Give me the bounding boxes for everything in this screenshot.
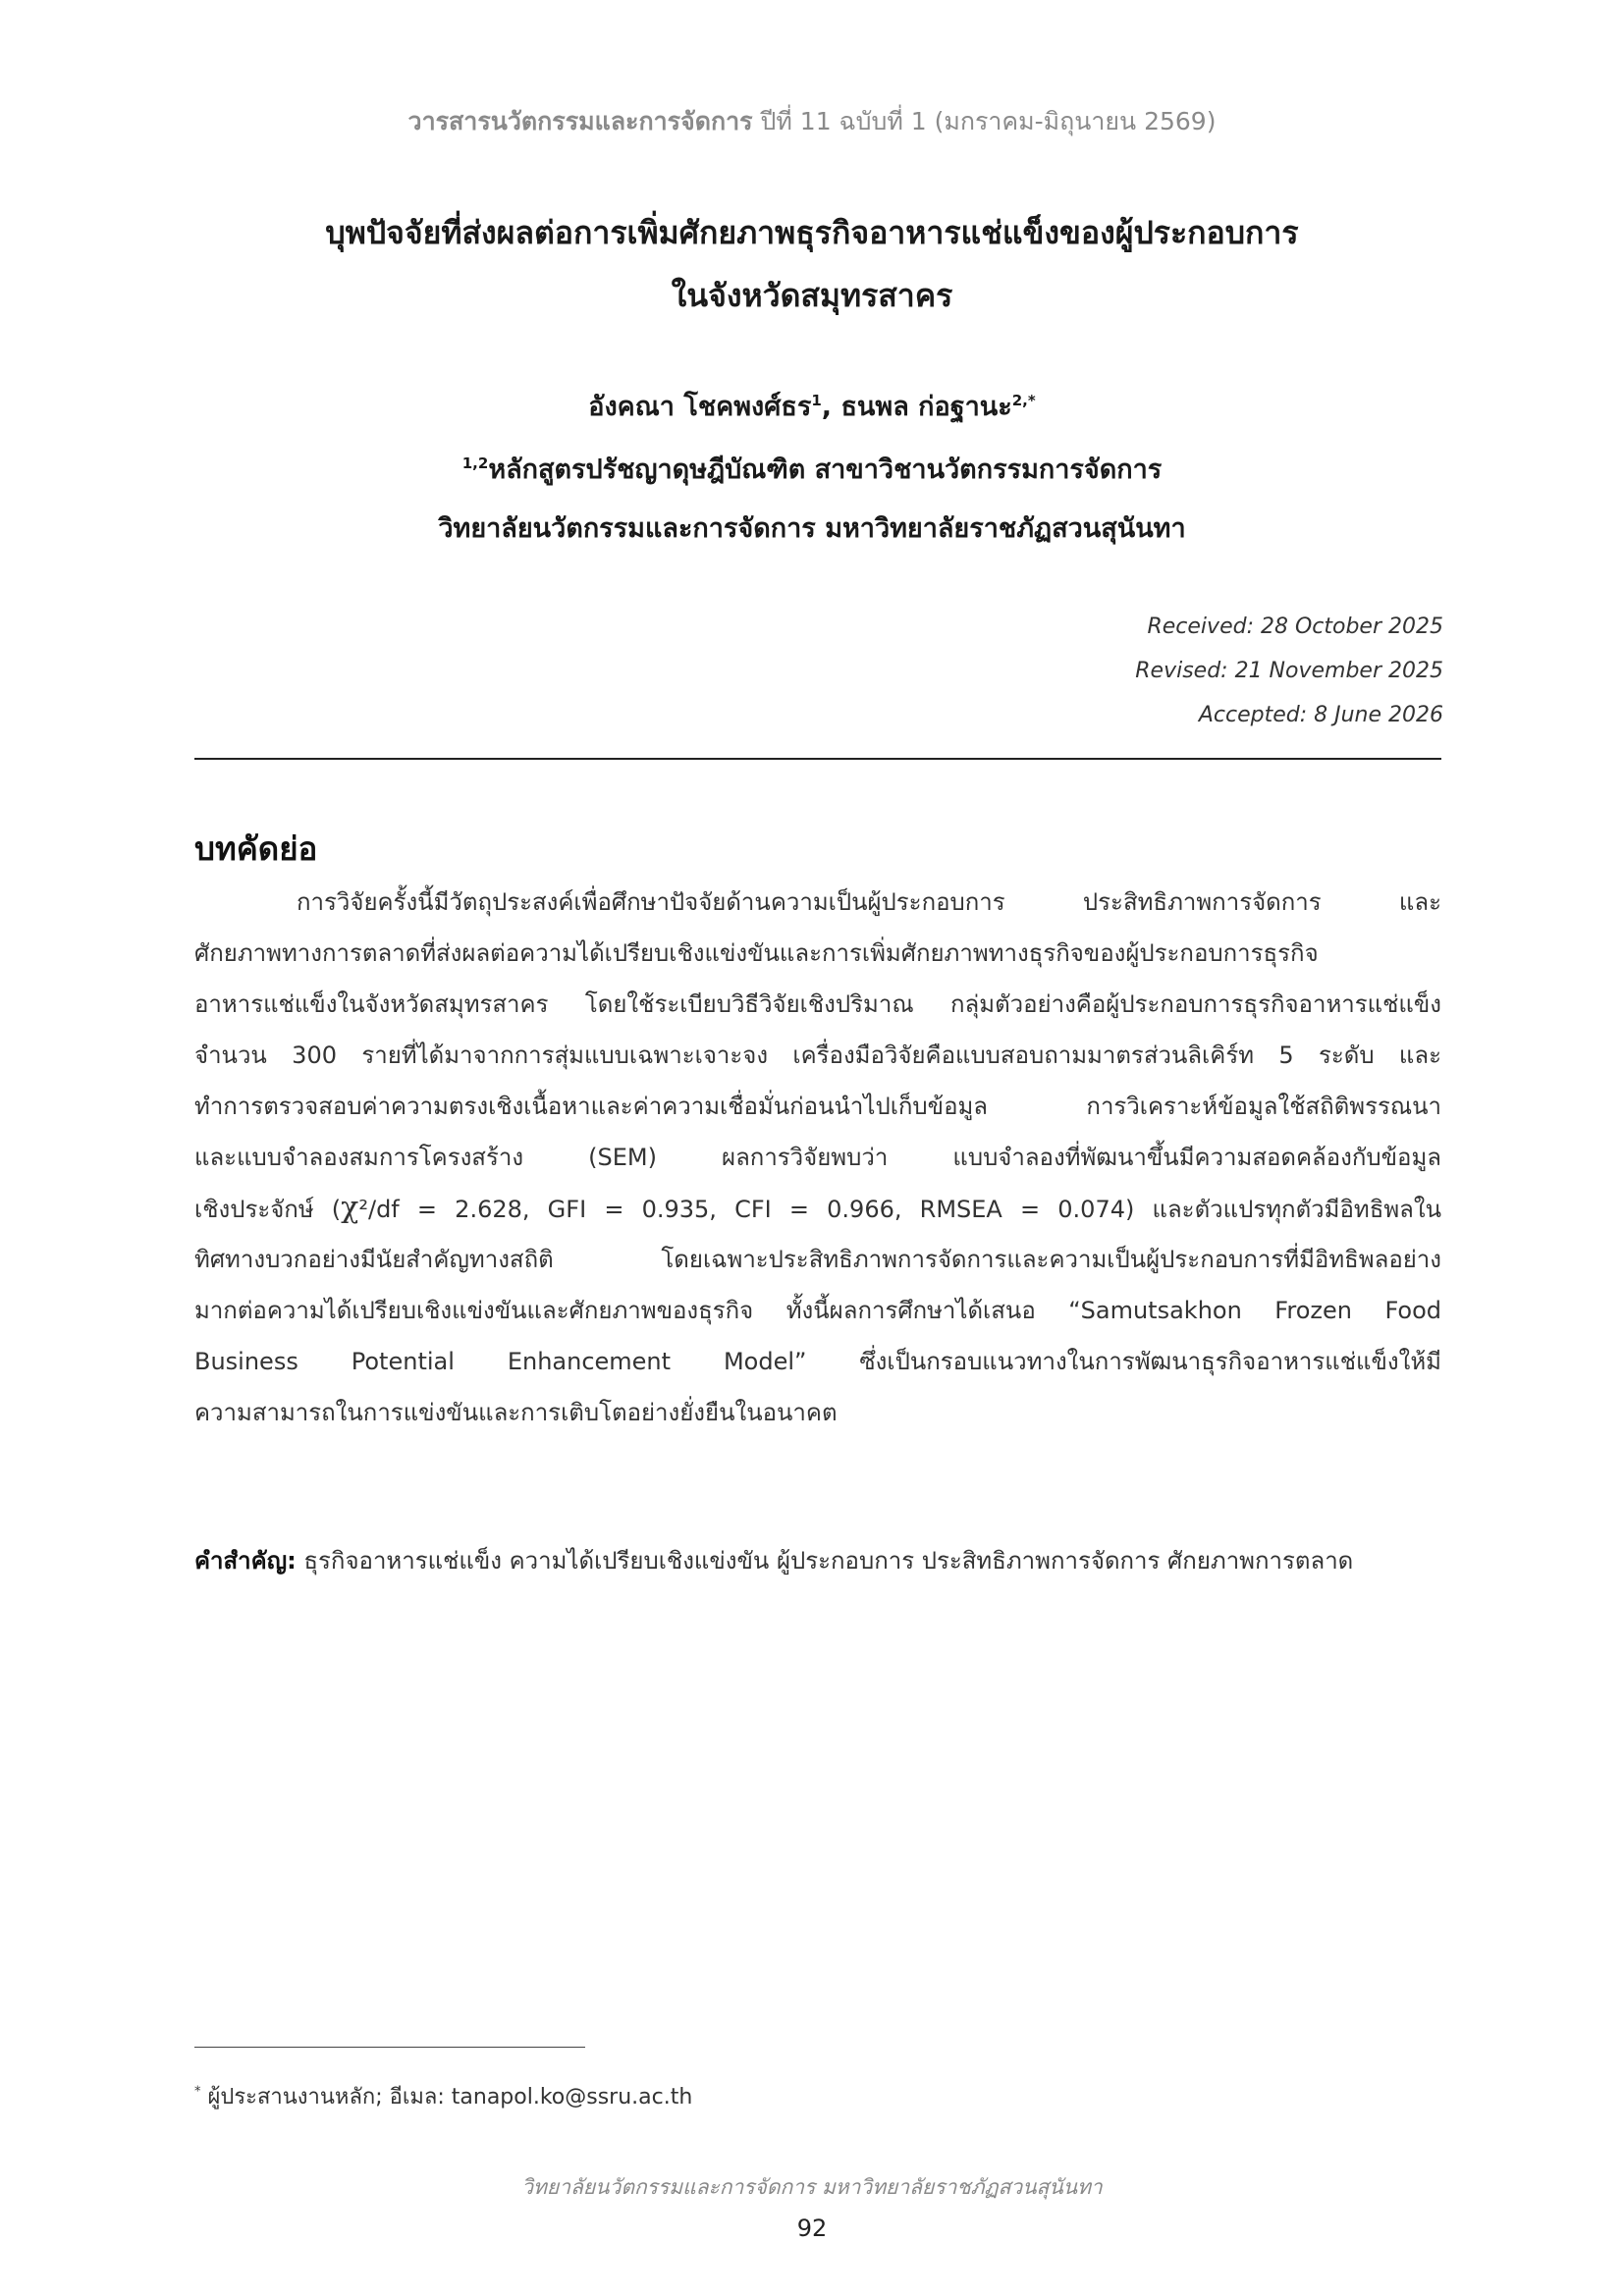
abstract-line-stats [194,1183,1441,1234]
paper-title-line-2: ในจังหวัดสมุทรสาคร [671,277,953,314]
stats-suffix: ²/df = 2.628, GFI = 0.935, CFI = 0.966, RMSEA = 0.074) และตัวแปรทุกตัวมีอิทธิพลใน [358,1196,1441,1223]
abstract-line: การวิจัยครั้งนี้มีวัตถุประสงค์เพื่อศึกษาปัจจัยด้านความเป็นผู้ประกอบการ ประสิทธิภาพการจัดการ และ [297,888,1441,916]
abstract-line: จำนวน 300 รายที่ได้มาจากการสุ่มแบบเฉพาะเจาะจง เครื่องมือวิจัยคือแบบสอบถามมาตรส่วนลิเคิร์ท 5 ระดับ และ [194,1041,1441,1069]
abstract-line: ศักยภาพทางการตลาดที่ส่งผลต่อความได้เปรียบเชิงแข่งขันและการเพิ่มศักยภาพทางธุรกิจของผู้ประกอบการธุรกิจ [194,939,1319,967]
abstract-body [194,877,1441,1438]
abstract-line: ทิศทางบวกอย่างมีนัยสำคัญทางสถิติ โดยเฉพาะประสิทธิภาพการจัดการและความเป็นผู้ประกอบการที่มีอิทธิพลอย่าง [194,1246,1441,1273]
keywords-text: ธุรกิจอาหารแช่แข็ง ความได้เปรียบเชิงแข่งขัน ผู้ประกอบการ ประสิทธิภาพการจัดการ ศักยภาพการตลาด [296,1547,1354,1575]
abstract-line: และแบบจำลองสมการโครงสร้าง (SEM) ผลการวิจัยพบว่า แบบจำลองที่พัฒนาขึ้นมีความสอดคล้องกับข้อมูล [194,1144,1441,1171]
received-date: Received: 28 October 2025 [1147,614,1443,639]
journal-name: วารสารนวัตกรรมและการจัดการ [407,107,753,135]
journal-issue: ปีที่ 11 ฉบับที่ 1 (มกราคม-มิถุนายน 2569) [760,107,1217,135]
author-separator: , [821,392,841,422]
abstract-line: มากต่อความได้เปรียบเชิงแข่งขันและศักยภาพของธุรกิจ ทั้งนี้ผลการศึกษาได้เสนอ “Samutsakhon Frozen Food [194,1297,1441,1324]
author-2: ธนพล ก่อฐานะ [840,392,1012,422]
author-2-sup: 2,* [1011,392,1036,409]
revised-date: Revised: 21 November 2025 [1135,659,1443,683]
affiliation-line-1 [0,448,1624,490]
page-number: 92 [796,2215,828,2242]
footnote-text: ผู้ประสานงานหลัก; อีเมล: tanapol.ko@ssru.ac.th [200,2085,693,2109]
abstract-line: ความสามารถในการแข่งขันและการเติบโตอย่างยั่งยืนในอนาคต [194,1399,838,1426]
paper-title-line-1: บุพปัจจัยที่ส่งผลต่อการเพิ่มศักยภาพธุรกิจอาหารแช่แข็งของผู้ประกอบการ [325,214,1299,251]
author-line [0,385,1624,427]
journal-header [0,102,1624,141]
header-divider [194,758,1441,760]
footnote [194,2079,692,2113]
abstract-line: อาหารแช่แข็งในจังหวัดสมุทรสาคร โดยใช้ระเบียบวิธีวิจัยเชิงปริมาณ กลุ่มตัวอย่างคือผู้ประกอบการธุรกิจอาหารแช่แข็ง [194,990,1441,1018]
author-1-sup: 1 [811,392,822,409]
footnote-marker: * [194,2084,201,2100]
affiliation-line-2: วิทยาลัยนวัตกรรมและการจัดการ มหาวิทยาลัยราชภัฏสวนสุนันทา [438,513,1186,544]
author-1: อังคณา โชคพงศ์ธร [588,392,812,422]
affiliation-sup: 1,2 [461,454,489,472]
stats-prefix: เชิงประจักษ์ ( [194,1196,342,1223]
keywords [194,1541,1353,1579]
affiliation-program: หลักสูตรปรัชญาดุษฎีบัณฑิต สาขาวิชานวัตกรรมการจัดการ [488,454,1163,485]
abstract-heading: บทคัดย่อ [194,829,318,868]
footer-institution: วิทยาลัยนวัตกรรมและการจัดการ มหาวิทยาลัยราชภัฏสวนสุนันทา [521,2175,1103,2199]
chi-square-symbol: χ [341,1191,359,1225]
keywords-label: คำสำคัญ: [194,1547,297,1575]
footnote-divider [194,2047,585,2048]
abstract-line: Business Potential Enhancement Model” ซึ่งเป็นกรอบแนวทางในการพัฒนาธุรกิจอาหารแช่แข็งให้มี [194,1348,1441,1375]
accepted-date: Accepted: 8 June 2026 [1198,703,1443,727]
abstract-line: ทำการตรวจสอบค่าความตรงเชิงเนื้อหาและค่าความเชื่อมั่นก่อนนำไปเก็บข้อมูล การวิเคราะห์ข้อมูลใช้สถิติพรรณนา [194,1093,1441,1120]
